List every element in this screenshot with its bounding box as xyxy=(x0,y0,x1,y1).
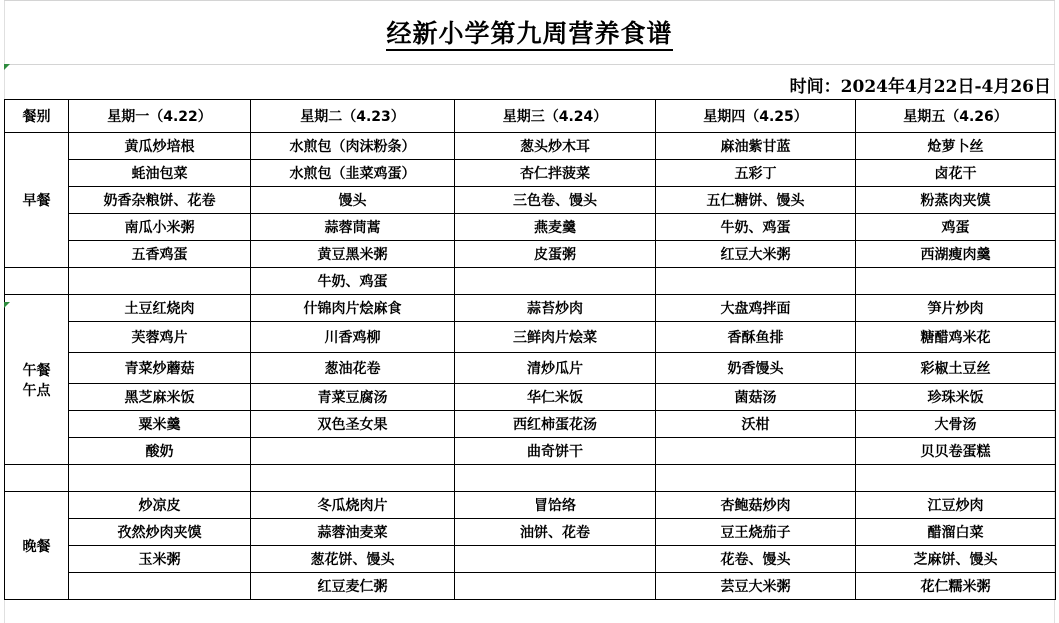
table-cell[interactable] xyxy=(455,546,656,573)
table-cell[interactable]: 华仁米饭 xyxy=(455,384,656,411)
table-cell[interactable]: 红豆大米粥 xyxy=(656,241,856,268)
meal-label-breakfast[interactable]: 早餐 xyxy=(5,133,69,268)
table-row xyxy=(5,353,1056,384)
table-cell-empty[interactable] xyxy=(856,465,1056,492)
table-cell[interactable]: 青菜炒蘑菇 xyxy=(69,353,251,384)
table-cell[interactable]: 水煎包（肉沫粉条） xyxy=(251,133,455,160)
table-cell[interactable]: 油饼、花卷 xyxy=(455,519,656,546)
table-cell-empty[interactable] xyxy=(69,465,251,492)
header-day-thu[interactable]: 星期四（4.25） xyxy=(656,100,856,133)
table-row xyxy=(5,573,1056,600)
title-row[interactable] xyxy=(4,0,1055,65)
table-cell-empty[interactable] xyxy=(251,465,455,492)
table-cell[interactable]: 芸豆大米粥 xyxy=(656,573,856,600)
table-cell[interactable]: 玉米粥 xyxy=(69,546,251,573)
table-cell-empty[interactable] xyxy=(656,465,856,492)
table-cell[interactable]: 大骨汤 xyxy=(856,411,1056,438)
table-cell-empty[interactable] xyxy=(5,465,69,492)
table-cell[interactable] xyxy=(856,268,1056,295)
table-cell[interactable]: 彩椒土豆丝 xyxy=(856,353,1056,384)
header-day-mon[interactable]: 星期一（4.22） xyxy=(69,100,251,133)
table-cell[interactable]: 葱头炒木耳 xyxy=(455,133,656,160)
table-cell[interactable]: 水煎包（韭菜鸡蛋） xyxy=(251,160,455,187)
table-cell[interactable]: 黑芝麻米饭 xyxy=(69,384,251,411)
table-cell[interactable]: 曲奇饼干 xyxy=(455,438,656,465)
table-cell[interactable]: 卤花干 xyxy=(856,160,1056,187)
table-cell[interactable]: 五仁糖饼、馒头 xyxy=(656,187,856,214)
table-row xyxy=(5,295,1056,322)
table-cell[interactable]: 菌菇汤 xyxy=(656,384,856,411)
table-cell[interactable]: 酸奶 xyxy=(69,438,251,465)
table-cell[interactable]: 粟米羹 xyxy=(69,411,251,438)
table-cell[interactable]: 三色卷、馒头 xyxy=(455,187,656,214)
table-cell[interactable]: 炒凉皮 xyxy=(69,492,251,519)
table-cell[interactable]: 馒头 xyxy=(251,187,455,214)
table-cell[interactable]: 三鲜肉片烩菜 xyxy=(455,322,656,353)
table-cell[interactable]: 清炒瓜片 xyxy=(455,353,656,384)
table-cell[interactable]: 蒜苔炒肉 xyxy=(455,295,656,322)
table-row xyxy=(5,160,1056,187)
table-cell-empty[interactable] xyxy=(5,268,69,295)
table-cell[interactable]: 蚝油包菜 xyxy=(69,160,251,187)
table-cell[interactable]: 豆王烧茄子 xyxy=(656,519,856,546)
table-cell[interactable]: 牛奶、鸡蛋 xyxy=(251,268,455,295)
lunch-label-line1: 午餐 xyxy=(22,362,51,379)
header-meal[interactable]: 餐别 xyxy=(5,100,69,133)
table-cell[interactable]: 葱花饼、馒头 xyxy=(251,546,455,573)
table-cell[interactable]: 粉蒸肉夹馍 xyxy=(856,187,1056,214)
table-cell[interactable] xyxy=(656,268,856,295)
table-row-extra xyxy=(5,268,1056,295)
title-text: 经新小学第九周营养食谱 xyxy=(386,19,672,51)
table-cell[interactable]: 糖醋鸡米花 xyxy=(856,322,1056,353)
table-cell[interactable]: 花卷、馒头 xyxy=(656,546,856,573)
date-row[interactable] xyxy=(4,65,1055,98)
menu-table xyxy=(4,99,1056,600)
table-cell[interactable]: 鸡蛋 xyxy=(856,214,1056,241)
table-cell[interactable]: 青菜豆腐汤 xyxy=(251,384,455,411)
table-row xyxy=(5,438,1056,465)
table-cell[interactable]: 珍珠米饭 xyxy=(856,384,1056,411)
table-cell[interactable]: 大盘鸡拌面 xyxy=(656,295,856,322)
table-cell[interactable]: 蒜蓉油麦菜 xyxy=(251,519,455,546)
lunch-label-line2: 午点 xyxy=(22,382,51,399)
table-row xyxy=(5,187,1056,214)
meal-label-dinner[interactable]: 晚餐 xyxy=(5,492,69,600)
table-cell[interactable]: 五香鸡蛋 xyxy=(69,241,251,268)
table-cell[interactable]: 双色圣女果 xyxy=(251,411,455,438)
table-cell[interactable]: 皮蛋粥 xyxy=(455,241,656,268)
table-cell[interactable]: 葱油花卷 xyxy=(251,353,455,384)
table-cell[interactable] xyxy=(656,438,856,465)
table-cell[interactable] xyxy=(69,268,251,295)
table-cell[interactable]: 杏仁拌菠菜 xyxy=(455,160,656,187)
meal-label-lunch[interactable] xyxy=(5,295,69,465)
table-cell[interactable]: 孜然炒肉夹馍 xyxy=(69,519,251,546)
table-row xyxy=(5,546,1056,573)
header-day-wed[interactable]: 星期三（4.24） xyxy=(455,100,656,133)
table-cell[interactable] xyxy=(69,573,251,600)
table-cell[interactable]: 黄瓜炒培根 xyxy=(69,133,251,160)
table-cell[interactable] xyxy=(455,573,656,600)
table-cell[interactable]: 花仁糯米粥 xyxy=(856,573,1056,600)
table-cell[interactable]: 奶香馒头 xyxy=(656,353,856,384)
table-row xyxy=(5,492,1056,519)
header-day-fri[interactable]: 星期五（4.26） xyxy=(856,100,1056,133)
table-row xyxy=(5,384,1056,411)
table-cell[interactable]: 笋片炒肉 xyxy=(856,295,1056,322)
table-cell[interactable]: 什锦肉片烩麻食 xyxy=(251,295,455,322)
table-row xyxy=(5,411,1056,438)
table-cell-empty[interactable] xyxy=(455,465,656,492)
table-cell[interactable]: 贝贝卷蛋糕 xyxy=(856,438,1056,465)
table-row xyxy=(5,322,1056,353)
header-day-tue[interactable]: 星期二（4.23） xyxy=(251,100,455,133)
table-cell[interactable]: 西湖瘦肉羹 xyxy=(856,241,1056,268)
table-cell[interactable]: 牛奶、鸡蛋 xyxy=(656,214,856,241)
table-cell[interactable]: 土豆红烧肉 xyxy=(69,295,251,322)
table-cell[interactable]: 香酥鱼排 xyxy=(656,322,856,353)
table-cell[interactable]: 川香鸡柳 xyxy=(251,322,455,353)
table-row xyxy=(5,133,1056,160)
comment-marker-icon xyxy=(4,302,10,308)
table-cell[interactable]: 芙蓉鸡片 xyxy=(69,322,251,353)
table-cell[interactable] xyxy=(251,438,455,465)
table-cell[interactable]: 西红柿蛋花汤 xyxy=(455,411,656,438)
table-cell[interactable]: 燕麦羹 xyxy=(455,214,656,241)
table-cell[interactable]: 炝萝卜丝 xyxy=(856,133,1056,160)
table-cell[interactable]: 黄豆黑米粥 xyxy=(251,241,455,268)
table-row xyxy=(5,241,1056,268)
table-cell[interactable]: 冒饸络 xyxy=(455,492,656,519)
page-title xyxy=(4,14,1055,50)
table-cell[interactable]: 杏鲍菇炒肉 xyxy=(656,492,856,519)
table-cell[interactable]: 南瓜小米粥 xyxy=(69,214,251,241)
table-row xyxy=(5,519,1056,546)
header-row xyxy=(5,100,1056,133)
table-cell[interactable]: 五彩丁 xyxy=(656,160,856,187)
table-cell[interactable]: 麻油紫甘蓝 xyxy=(656,133,856,160)
table-cell[interactable]: 冬瓜烧肉片 xyxy=(251,492,455,519)
table-row xyxy=(5,214,1056,241)
date-range: 时间：2024年4月22日-4月26日 xyxy=(789,77,1051,97)
table-row-spacer xyxy=(5,465,1056,492)
table-cell[interactable]: 蒜蓉茼蒿 xyxy=(251,214,455,241)
table-cell[interactable]: 沃柑 xyxy=(656,411,856,438)
table-cell[interactable]: 芝麻饼、馒头 xyxy=(856,546,1056,573)
table-cell[interactable]: 江豆炒肉 xyxy=(856,492,1056,519)
table-cell[interactable]: 醋溜白菜 xyxy=(856,519,1056,546)
table-cell[interactable] xyxy=(455,268,656,295)
table-cell[interactable]: 红豆麦仁粥 xyxy=(251,573,455,600)
table-cell[interactable]: 奶香杂粮饼、花卷 xyxy=(69,187,251,214)
